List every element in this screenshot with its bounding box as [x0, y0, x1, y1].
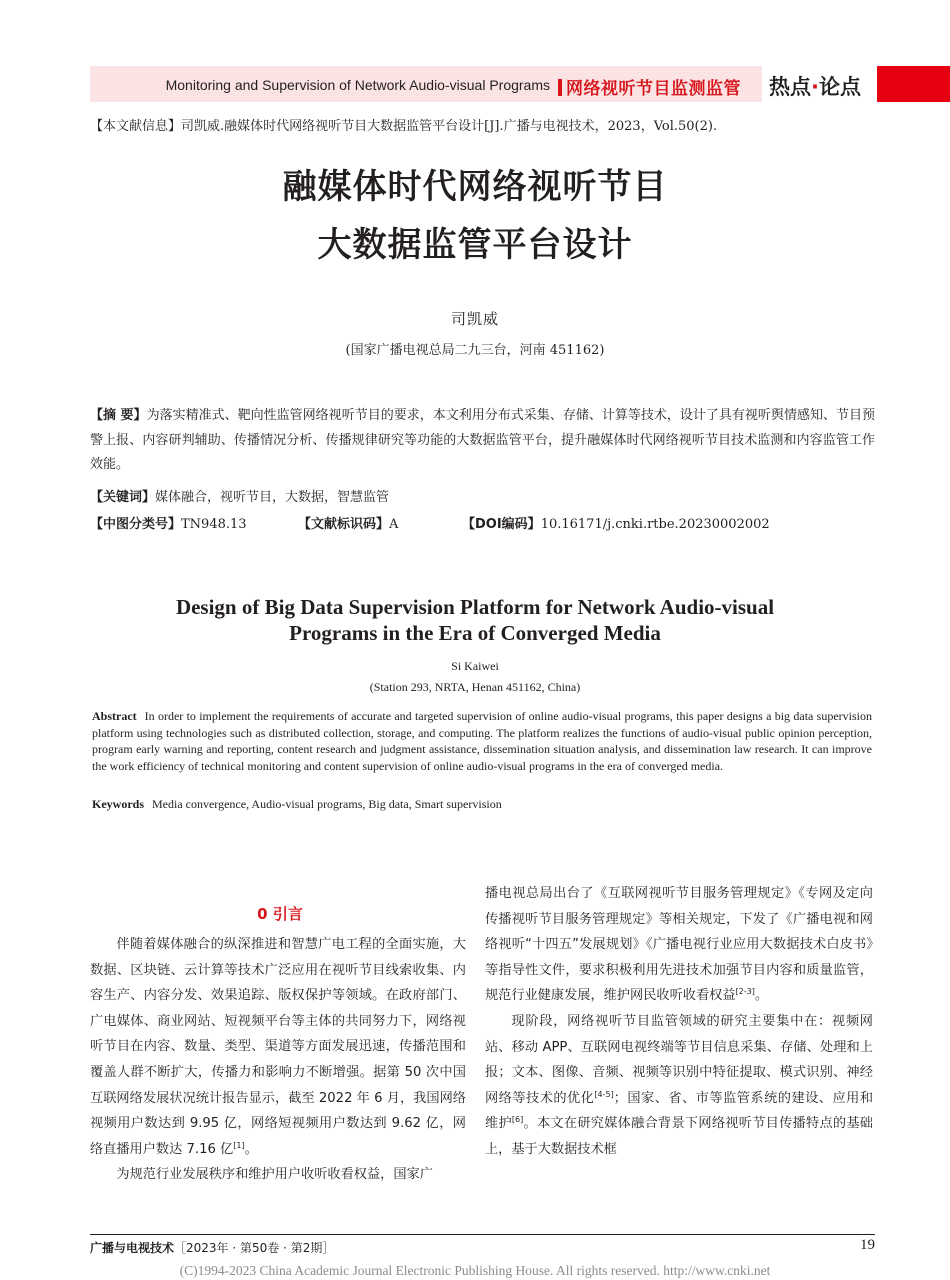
- title-english: [0, 594, 950, 646]
- abstract-chinese-text: 为落实精准式、靶向性监管网络视听节目的要求，本文利用分布式采集、存储、计算等技术，设计了具有视听舆情感知、节目预警上报、内容研判辅助、传播情况分析、传播规律研究等功能的大数据监管平台，提升融媒体时代网络视听节目技术监测和内容监管工作效能。: [90, 408, 875, 472]
- footer-issue: ［2023年 · 第50卷 · 第2期］: [174, 1241, 335, 1255]
- footer-journal: [90, 1239, 334, 1256]
- keywords-chinese-text: 媒体融合，视听节目，大数据，智慧监管: [155, 490, 390, 505]
- keywords-chinese: [90, 486, 389, 505]
- section-tag: 热点·论点: [769, 75, 861, 99]
- reference-marker: [2-3]: [735, 987, 755, 997]
- body-paragraph-3: 现阶段，网络视听节目监管领域的研究主要集中在：视频网站、移动 APP、互联网电视终端等节目信息采集、存储、处理和上报；文本、图像、音频、视频等识别中特征提取、模式识别、神经网络等技术的优化[4-5]；国家、省、市等监管系统的建设、应用和维护[6]。本文在研究媒体融合背景下网络视听节目传播特点的基础上，基于大数据技术框: [485, 1013, 874, 1157]
- abstract-english-text: In order to implement the requirements of accurate and targeted supervision of online audio-visual programs, this paper designs a big data supervision platform using technologies such as distributed collection, storage, and computing. The platform realizes the functions of audio-visual public opinion perception, program early warning and reporting, content research and judgment assistance, dissemination situation analysis, and dissemination law research. It can improve the work efficiency of technical monitoring and content supervision of online audio-visual programs in the era of converged media.: [92, 709, 872, 773]
- title-english-line2: Programs in the Era of Converged Media: [289, 621, 661, 645]
- author-chinese: 司凯威: [450, 310, 499, 328]
- affiliation-chinese: (国家广播电视总局二九三台，河南 451162): [345, 343, 605, 358]
- reference-marker: [1]: [233, 1140, 245, 1150]
- running-title-chinese: [558, 74, 741, 99]
- copyright-line: (C)1994-2023 China Academic Journal Electronic Publishing House. All rights reserved. http://www.cnki.net: [179, 1263, 771, 1278]
- abstract-english: [92, 708, 872, 774]
- footer-journal-name: 广播与电视技术: [90, 1241, 175, 1255]
- abstract-chinese-label: 【摘 要】: [90, 408, 147, 423]
- keywords-english-text: Media convergence, Audio-visual programs, Big data, Smart supervision: [152, 797, 502, 811]
- abstract-chinese: [90, 404, 875, 478]
- body-column-left: [90, 932, 466, 1188]
- doc-code-field: 【文献标识码】A: [298, 517, 399, 532]
- body-paragraph-2-continued: 播电视总局出台了《互联网视听节目服务管理规定》《专网及定向传播视听节目服务管理规定》等相关规定，下发了《广播电视和网络视听“十四五”发展规划》《广播电视行业应用大数据技术白皮书》等指导性文件，要求积极利用先进技术加强节目内容和质量监管，规范行业健康发展，维护网民收听收看权益[2-3]。: [485, 886, 873, 1004]
- title-chinese: [0, 158, 950, 274]
- doi-field: 【DOI编码】10.16171/j.cnki.rtbe.20230002002: [462, 517, 770, 532]
- author-english: Si Kaiwei: [451, 659, 499, 673]
- abstract-english-label: Abstract: [92, 709, 137, 723]
- title-chinese-line2: 大数据监管平台设计: [317, 225, 633, 265]
- reference-marker: [6]: [511, 1115, 524, 1125]
- page-number: 19: [860, 1237, 875, 1253]
- title-chinese-line1: 融媒体时代网络视听节目: [282, 167, 668, 207]
- section-heading-introduction: 0 引言: [257, 905, 303, 923]
- affiliation-english: (Station 293, NRTA, Henan 451162, China): [369, 680, 581, 694]
- header-red-block: [877, 66, 950, 102]
- body-paragraph-1: 伴随着媒体融合的纵深推进和智慧广电工程的全面实施，大数据、区块链、云计算等技术广泛应用在视听节目线索收集、内容生产、内容分发、效果追踪、版权保护等领域。在政府部门、广电媒体、商业网站、短视频平台等主体的共同努力下，网络视听节目在内容、数量、类型、渠道等方面发展迅速，传播范围和覆盖人群不断扩大，传播力和影响力不断增强。据第 50 次中国互联网络发展状况统计报告显示，截至 2022 年 6 月，我国网络视频用户数达到 9.95 亿，网络短视频用户数达到 9.62 亿，网络直播用户数达 7.16 亿[1]。: [90, 937, 466, 1157]
- keywords-english-label: Keywords: [92, 797, 144, 811]
- running-title-english: Monitoring and Supervision of Network Audio-visual Programs: [165, 77, 550, 93]
- body-paragraph-2-start: 为规范行业发展秩序和维护用户收听收看权益，国家广: [116, 1167, 433, 1183]
- clc-field: 【中图分类号】TN948.13: [90, 517, 247, 532]
- reference-marker: [4-5]: [594, 1089, 614, 1099]
- header-divider-bar: [558, 79, 562, 96]
- citation-line: 【本文献信息】司凯威.融媒体时代网络视听节目大数据监管平台设计[J].广播与电视技术，2023，Vol.50(2).: [90, 119, 718, 134]
- running-title-chinese-text: 网络视听节目监测监管: [566, 79, 741, 99]
- footer-rule: [90, 1234, 875, 1235]
- keywords-chinese-label: 【关键词】: [90, 490, 156, 505]
- keywords-english: [92, 797, 502, 812]
- body-column-right: [485, 881, 873, 1163]
- title-english-line1: Design of Big Data Supervision Platform for Network Audio-visual: [175, 595, 775, 619]
